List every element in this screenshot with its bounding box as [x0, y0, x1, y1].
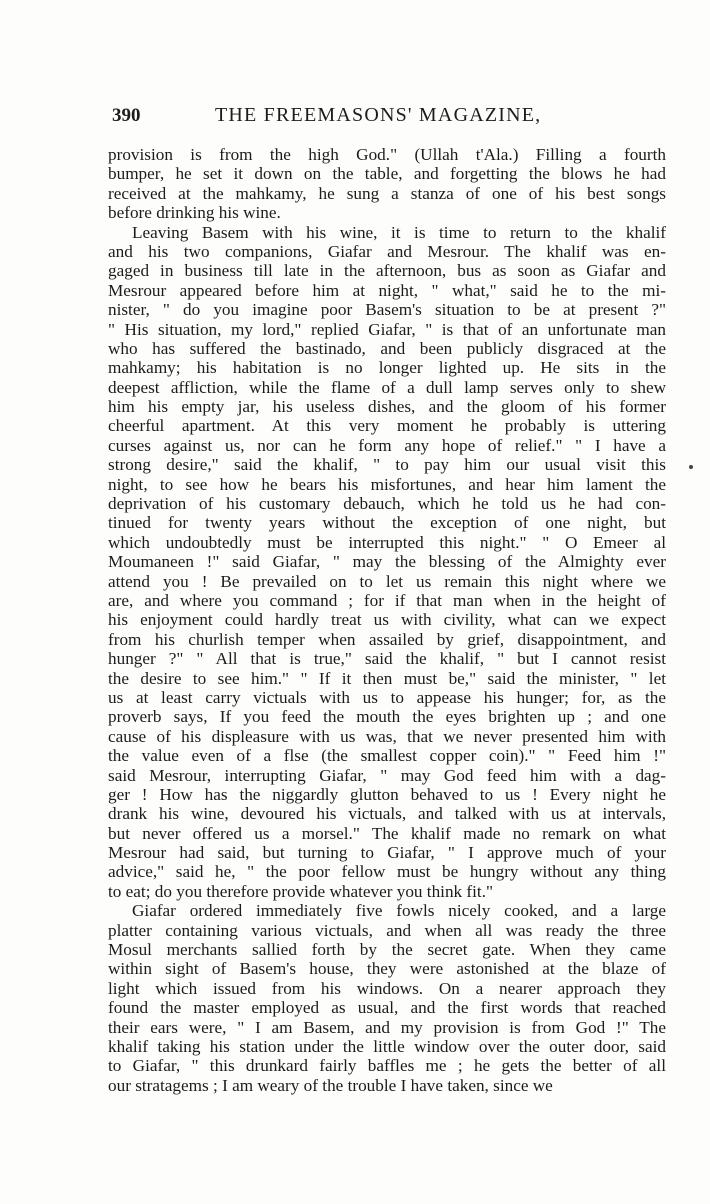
- text-line: who has suffered the bastinado, and been publicly disgraced at the: [108, 338, 666, 358]
- text-line: platter containing various victuals, and when all was ready the three: [108, 920, 666, 940]
- text-line: provision is from the high God." (Ullah t'Ala.) Filling a fourth: [108, 145, 666, 164]
- text-line: gaged in business till late in the afternoon, bus as soon as Giafar and: [108, 261, 666, 281]
- text-line: to Giafar, " this drunkard fairly baffles me ; he gets the better of all: [108, 1056, 666, 1076]
- text-line: bumper, he set it down on the table, and forgetting the blows he had: [108, 164, 666, 184]
- text-line: tinued for twenty years without the exception of one night, but: [108, 513, 666, 533]
- text-line: Leaving Basem with his wine, it is time to return to the khalif: [132, 222, 666, 242]
- text-line: the value even of a flse (the smallest copper coin)." " Feed him !": [108, 746, 666, 766]
- text-line: advice," said he, " the poor fellow must be hungry without any thing: [108, 862, 666, 882]
- text-line: to eat; do you therefore provide whatever you think fit.": [108, 881, 494, 901]
- text-line: but never offered us a morsel." The khalif made no remark on what: [108, 823, 666, 843]
- text-line: before drinking his wine.: [108, 203, 281, 223]
- text-line: which undoubtedly must be interrupted this night." " O Emeer al: [108, 532, 666, 552]
- text-line: ger ! How has the niggardly glutton behaved to us ! Every night he: [108, 784, 666, 804]
- text-line: mahkamy; his habitation is no longer lighted up. He sits in the: [108, 358, 666, 378]
- paragraph: [108, 901, 666, 1095]
- paragraph: [108, 145, 666, 223]
- text-line: their ears were, " I am Basem, and my provision is from God !" The: [108, 1017, 666, 1037]
- text-line: us at least carry victuals with us to appease his hunger; for, as the: [108, 687, 666, 707]
- text-line: hunger ?" " All that is true," said the khalif, " but I cannot resist: [108, 649, 666, 669]
- text-line: proverb says, If you feed the mouth the eyes brighten up ; and one: [108, 707, 666, 727]
- text-line: drank his wine, devoured his victuals, and talked with us at intervals,: [108, 804, 666, 824]
- text-line: " His situation, my lord," replied Giafar, " is that of an unfortunate man: [108, 319, 666, 339]
- text-line: Mesrour appeared before him at night, " what," said he to the mi-: [108, 280, 666, 300]
- text-line: said Mesrour, interrupting Giafar, " may God feed him with a dag-: [108, 765, 666, 785]
- text-line: cause of his displeasure with us was, that we never presented him with: [108, 726, 666, 746]
- text-line: our stratagems ; I am weary of the trouble I have taken, since we: [108, 1075, 553, 1095]
- text-line: received at the mahkamy, he sung a stanza of one of his best songs: [108, 183, 666, 203]
- running-title: THE FREEMASONS' MAGAZINE,: [215, 104, 542, 126]
- text-line: curses against us, nor can he form any hope of relief." " I have a: [108, 435, 666, 455]
- text-line: and his two companions, Giafar and Mesrour. The khalif was en-: [108, 241, 666, 261]
- paragraph: [108, 223, 666, 902]
- text-line: Moumaneen !" said Giafar, " may the blessing of the Almighty ever: [108, 552, 666, 572]
- text-line: the desire to see him." " If it then must be," said the minister, " let: [108, 668, 666, 688]
- text-line: within sight of Basem's house, they were astonished at the blaze of: [108, 959, 666, 979]
- text-line: are, and where you command ; for if that man when in the height of: [108, 590, 666, 610]
- text-line: Mesrour had said, but turning to Giafar, " I approve much of your: [108, 843, 666, 863]
- text-line: nister, " do you imagine poor Basem's situation to be at present ?": [108, 300, 666, 320]
- text-line: khalif taking his station under the little window over the outer door, said: [108, 1036, 666, 1056]
- text-line: cheerful apartment. At this very moment he probably is uttering: [108, 416, 666, 436]
- text-line: deprivation of his customary debauch, which he told us he had con-: [108, 494, 666, 514]
- margin-dot-mark: [689, 465, 693, 469]
- text-line: strong desire," said the khalif, " to pay him our usual visit this: [108, 455, 666, 475]
- text-line: found the master employed as usual, and the first words that reached: [108, 998, 666, 1018]
- text-line: Mosul merchants sallied forth by the secret gate. When they came: [108, 940, 666, 960]
- page-number: 390: [112, 105, 141, 126]
- body-text: [108, 145, 666, 1095]
- text-line: light which issued from his windows. On a nearer approach they: [108, 978, 666, 998]
- text-line: night, to see how he bears his misfortunes, and hear him lament the: [108, 474, 666, 494]
- text-line: Giafar ordered immediately five fowls nicely cooked, and a large: [132, 901, 666, 921]
- text-line: attend you ! Be prevailed on to let us remain this night where we: [108, 571, 666, 591]
- text-line: from his churlish temper when assailed by grief, disappointment, and: [108, 629, 666, 649]
- text-line: deepest affliction, while the flame of a dull lamp serves only to shew: [108, 377, 666, 397]
- text-line: him his empty jar, his useless dishes, and the gloom of his former: [108, 397, 666, 417]
- text-line: his enjoyment could hardly treat us with civility, what can we expect: [108, 610, 666, 630]
